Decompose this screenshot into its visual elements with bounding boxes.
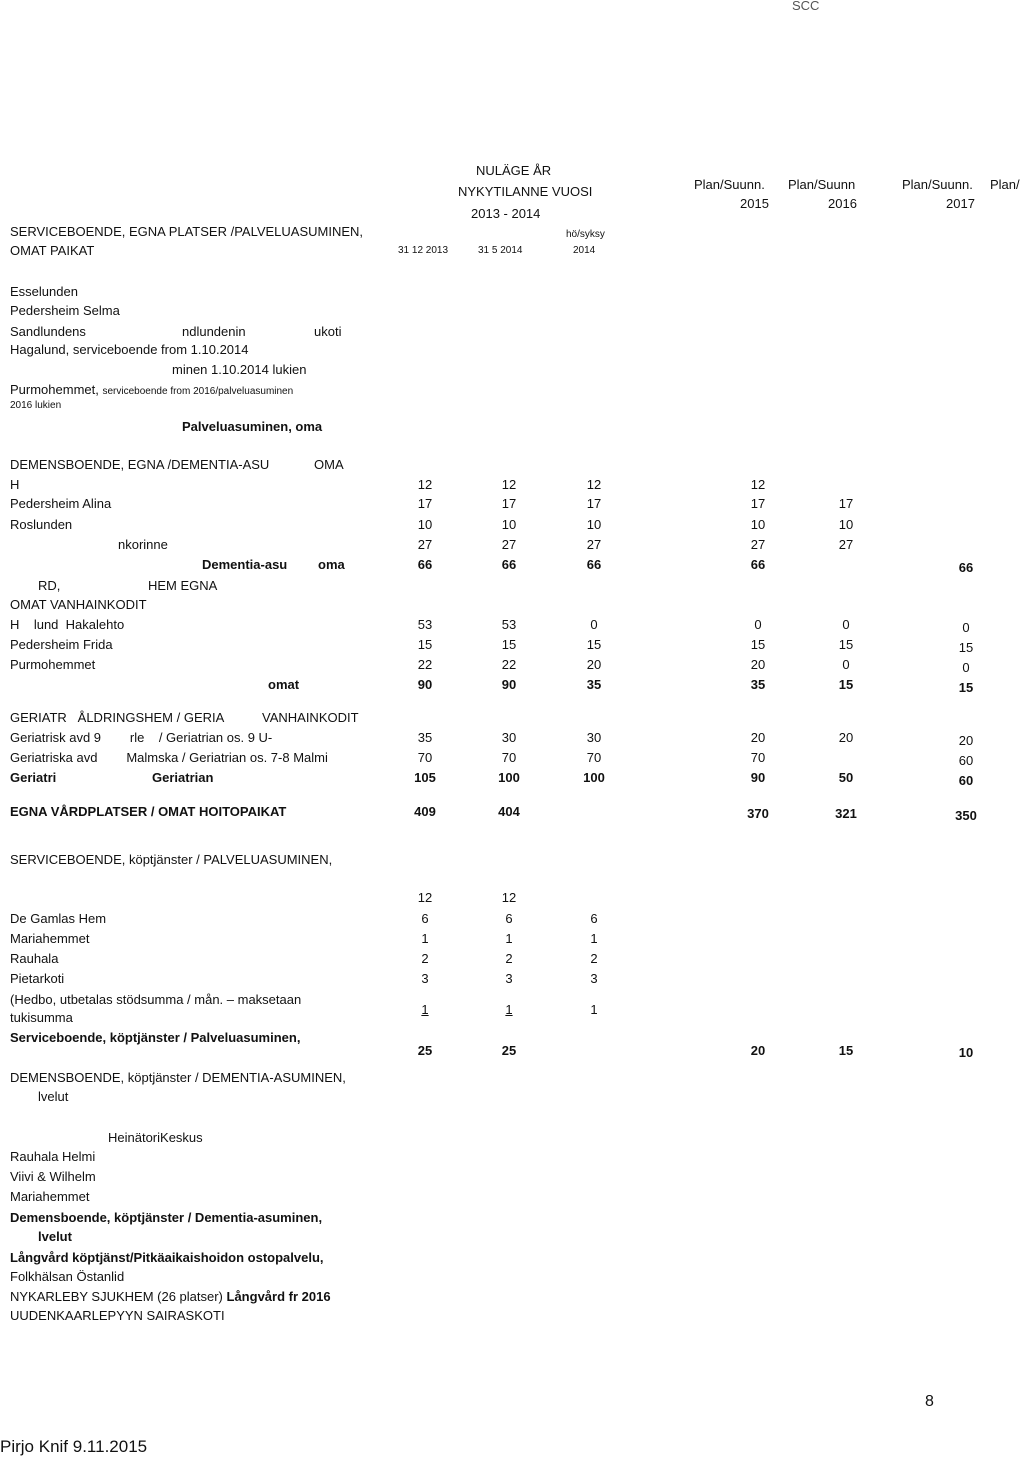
cell: 12 (417, 890, 433, 905)
egna-label: EGNA VÅRDPLATSER / OMAT HOITOPAIKAT (10, 804, 287, 819)
cell: 1 (421, 1002, 429, 1017)
row-label: De Gamlas Hem (10, 911, 107, 926)
cell: 53 (501, 617, 517, 632)
row-label: H lund Hakalehto (10, 617, 125, 632)
row-label: Geriatriska avd Malmska / Geriatrian os. 7-8 Malmi (10, 750, 328, 765)
cell: 50 (838, 770, 854, 785)
cell: 0 (962, 660, 970, 675)
cell: 20 (586, 657, 602, 672)
cell: 15 (838, 677, 854, 692)
sec6-heinatori: HeinätoriKeskus (108, 1130, 203, 1145)
cell: 15 (838, 637, 854, 652)
cell: 0 (754, 617, 762, 632)
cell: 20 (958, 733, 974, 748)
cell: 30 (586, 730, 602, 745)
sec1-purmo-a: Purmohemmet, (10, 382, 99, 397)
cell: 70 (417, 750, 433, 765)
cell: 10 (417, 517, 433, 532)
header-years: 2013 - 2014 (471, 206, 541, 221)
sec6-sum-1: Demensboende, köptjänster / Dementia-asuminen, (10, 1210, 323, 1225)
cell: 60 (958, 753, 974, 768)
sec3-title-2: OMAT VANHAINKODIT (10, 597, 147, 612)
cell: 27 (838, 537, 854, 552)
cell: 100 (583, 770, 605, 785)
sec2-title: DEMENSBOENDE, EGNA /DEMENTIA-ASU (10, 457, 270, 472)
cell: 66 (586, 557, 602, 572)
cell: 27 (586, 537, 602, 552)
footer-author-date: Pirjo Knif 9.11.2015 (0, 1437, 148, 1456)
sec1-row-purmo-lukien: 2016 lukien (10, 400, 62, 411)
sec1-row-sandlundenin: ndlundenin (182, 324, 246, 339)
row-label: tukisumma (10, 1010, 73, 1025)
cell: 6 (590, 911, 598, 926)
row-label: Pietarkoti (10, 971, 65, 986)
cell: 17 (501, 496, 517, 511)
row-label: Purmohemmet (10, 657, 96, 672)
cell: 66 (958, 560, 974, 575)
header-plan-2017-year: 2017 (946, 196, 975, 211)
page-number: 8 (925, 1393, 934, 1410)
row-label: Pedersheim Alina (10, 496, 112, 511)
cell: 10 (838, 517, 854, 532)
sec1-row-sandlundens: Sandlundens (10, 324, 86, 339)
cell: 60 (958, 773, 974, 788)
cell: 17 (750, 496, 766, 511)
sec6-nykarleby-a: NYKARLEBY SJUKHEM (26 platser) (10, 1289, 223, 1304)
header-date-3: 2014 (573, 245, 596, 256)
cell: 15 (958, 680, 974, 695)
cell: 17 (838, 496, 854, 511)
cell: 35 (586, 677, 602, 692)
row-label: Serviceboende, köptjänster / Palveluasuminen, (10, 1030, 301, 1045)
sec1-purmo-b: serviceboende from 2016/palveluasuminen (102, 386, 294, 397)
sec6-mariahemmet: Mariahemmet (10, 1189, 90, 1204)
header-plan-2016-year: 2016 (828, 196, 857, 211)
sec4-title-b: VANHAINKODIT (262, 710, 359, 725)
sec6-title-1: DEMENSBOENDE, köptjänster / DEMENTIA-ASUMINEN, (10, 1070, 346, 1085)
cell: 70 (586, 750, 602, 765)
cell: 25 (501, 1043, 517, 1058)
cell: 90 (417, 677, 433, 692)
cell: 409 (414, 804, 436, 819)
row-label: (Hedbo, utbetalas stödsumma / mån. – maksetaan (10, 992, 302, 1007)
cell: 70 (501, 750, 517, 765)
cell: 12 (501, 890, 517, 905)
sec1-title-2: OMAT PAIKAT (10, 243, 95, 258)
sec3-title-1a: RD, (38, 578, 61, 593)
cell: 15 (838, 1043, 854, 1058)
sec6-sum-2: lvelut (38, 1229, 72, 1244)
cell: 0 (590, 617, 598, 632)
row-label: Rauhala (10, 951, 59, 966)
sec1-sum: Palveluasuminen, oma (182, 419, 323, 434)
cell: 100 (498, 770, 520, 785)
header-nykytilanne: NYKYTILANNE VUOSI (458, 184, 593, 199)
cell: 90 (501, 677, 517, 692)
cell: 2 (421, 951, 429, 966)
cell: 90 (750, 770, 766, 785)
cell: 105 (414, 770, 436, 785)
cell: 1 (590, 1002, 598, 1017)
sec1-row-minen: minen 1.10.2014 lukien (172, 362, 307, 377)
sec6-langvard-2: Folkhälsan Östanlid (10, 1269, 125, 1284)
header-plan-2016: Plan/Suunn (788, 177, 856, 192)
cell: 70 (750, 750, 766, 765)
cell: 15 (586, 637, 602, 652)
cell: 15 (501, 637, 517, 652)
sec6-langvard-1: Långvård köptjänst/Pitkäaikaishoidon ostopalvelu, (10, 1250, 324, 1265)
cell: 17 (417, 496, 433, 511)
cell: 3 (421, 971, 429, 986)
cell: 6 (505, 911, 513, 926)
cell: 0 (842, 617, 850, 632)
cell: 17 (586, 496, 602, 511)
row-label: Geriatri (10, 770, 57, 785)
cell: 2 (590, 951, 598, 966)
sec2-title-oma: OMA (314, 457, 344, 472)
cell: 3 (590, 971, 598, 986)
cell: 15 (750, 637, 766, 652)
sec1-row-purmohemmet (10, 382, 293, 400)
cell: 12 (586, 477, 602, 492)
cell: 2 (505, 951, 513, 966)
cell: 22 (417, 657, 433, 672)
cell: 20 (838, 730, 854, 745)
sec4-title-a: GERIATR ÅLDRINGSHEM / GERIA (10, 710, 225, 725)
sec5-title: SERVICEBOENDE, köptjänster / PALVELUASUMINEN, (10, 852, 333, 867)
cell: 12 (501, 477, 517, 492)
sec6-nykarleby (10, 1289, 331, 1305)
row-label: Dementia-asu (202, 557, 288, 572)
row-label: oma (318, 557, 345, 572)
row-label: Pedersheim Frida (10, 637, 113, 652)
sec1-title-1: SERVICEBOENDE, EGNA PLATSER /PALVELUASUMINEN, (10, 224, 364, 239)
row-label: omat (268, 677, 300, 692)
cell: 66 (750, 557, 766, 572)
cell: 53 (417, 617, 433, 632)
cell: 25 (417, 1043, 433, 1058)
cell: 22 (501, 657, 517, 672)
sec6-nykarleby-b: Långvård fr 2016 (226, 1289, 331, 1304)
cell: 10 (586, 517, 602, 532)
cell: 0 (842, 657, 850, 672)
cell: 0 (962, 620, 970, 635)
sec1-row-esselunden: Esselunden (10, 284, 78, 299)
sec6-viivi-wilhelm: Viivi & Wilhelm (10, 1169, 96, 1184)
cell: 15 (417, 637, 433, 652)
top-code: SCC (792, 0, 820, 13)
row-label: H (10, 477, 20, 492)
row-label: Geriatrian (152, 770, 214, 785)
cell: 1 (421, 931, 429, 946)
row-label: nkorinne (118, 537, 168, 552)
cell: 321 (835, 806, 857, 821)
cell: 1 (590, 931, 598, 946)
cell: 10 (501, 517, 517, 532)
sec6-uudenkaarlepyy: UUDENKAARLEPYYN SAIRASKOTI (10, 1308, 225, 1323)
cell: 66 (417, 557, 433, 572)
cell: 3 (505, 971, 513, 986)
sec1-row-ukoti: ukoti (314, 324, 342, 339)
cell: 10 (750, 517, 766, 532)
sec6-title-2: lvelut (38, 1089, 69, 1104)
header-date-1: 31 12 2013 (398, 245, 449, 256)
header-date-2: 31 5 2014 (478, 245, 523, 256)
cell: 27 (501, 537, 517, 552)
cell: 6 (421, 911, 429, 926)
cell: 35 (417, 730, 433, 745)
cell: 27 (417, 537, 433, 552)
header-plan-2017: Plan/Suunn. (902, 177, 973, 192)
cell: 20 (750, 1043, 766, 1058)
sec6-rauhala-helmi: Rauhala Helmi (10, 1149, 96, 1164)
cell: 10 (958, 1045, 974, 1060)
cell: 66 (501, 557, 517, 572)
cell: 30 (501, 730, 517, 745)
header-plan-extra: Plan/ (990, 177, 1020, 192)
row-label: Roslunden (10, 517, 73, 532)
header-nulage: NULÄGE ÅR (476, 163, 552, 178)
cell: 12 (750, 477, 766, 492)
header-plan-2015: Plan/Suunn. (694, 177, 765, 192)
cell: 350 (955, 808, 977, 823)
cell: 20 (750, 730, 766, 745)
cell: 27 (750, 537, 766, 552)
row-label: Geriatrisk avd 9 rle / Geriatrian os. 9 U- (10, 730, 273, 745)
sec3-title-1b: HEM EGNA (148, 578, 218, 593)
sec1-row-hagalund: Hagalund, serviceboende from 1.10.2014 (10, 342, 249, 357)
cell: 35 (750, 677, 766, 692)
cell: 12 (417, 477, 433, 492)
header-hosyksy: hö/syksy (566, 229, 605, 240)
sec1-row-pedersheim-selma: Pedersheim Selma (10, 303, 120, 318)
cell: 20 (750, 657, 766, 672)
cell: 404 (498, 804, 520, 819)
cell: 15 (958, 640, 974, 655)
cell: 1 (505, 1002, 513, 1017)
cell: 1 (505, 931, 513, 946)
cell: 370 (747, 806, 769, 821)
header-plan-2015-year: 2015 (740, 196, 769, 211)
row-label: Mariahemmet (10, 931, 90, 946)
